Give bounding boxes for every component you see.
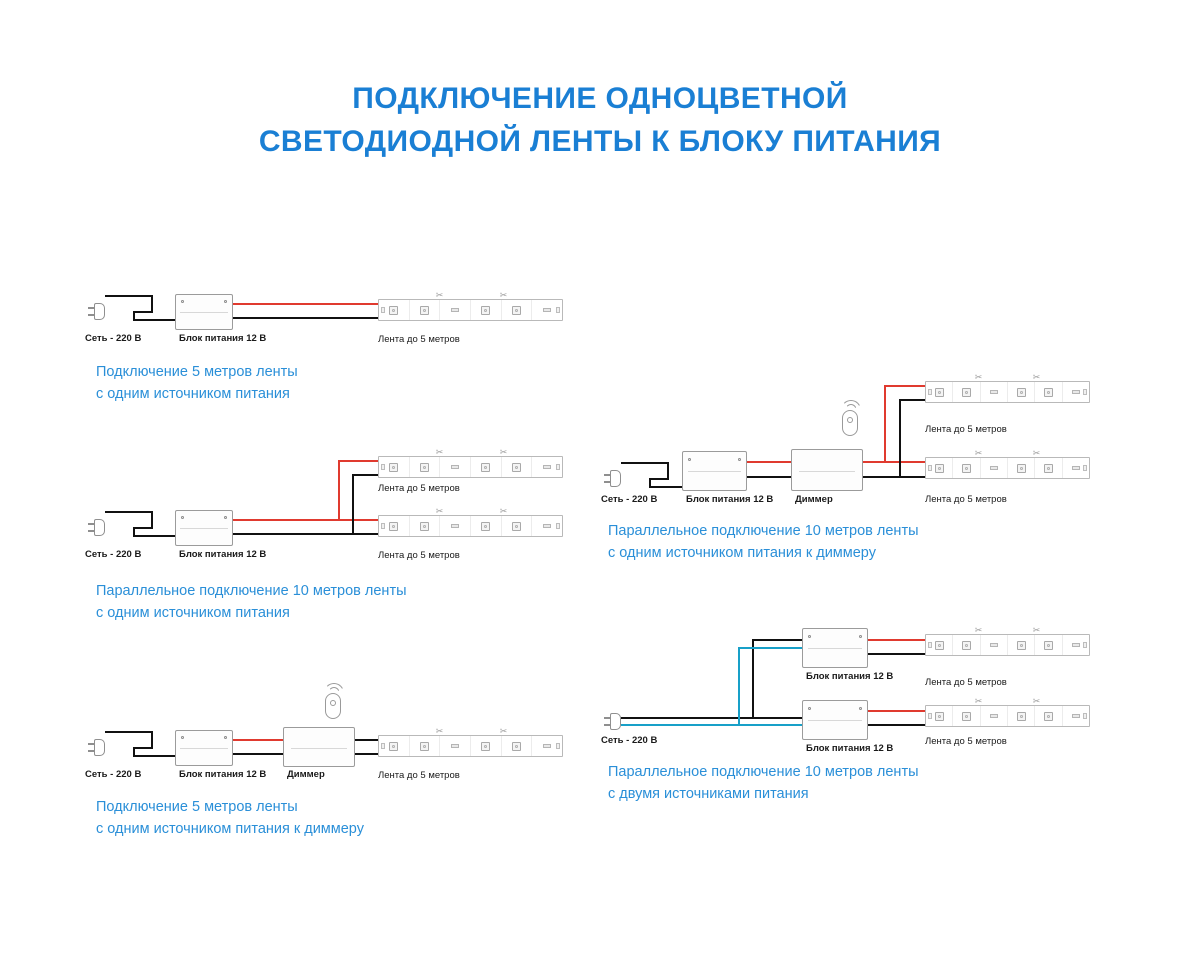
led-icon bbox=[420, 742, 429, 751]
plug-pin bbox=[604, 481, 611, 483]
power-supply-box bbox=[175, 510, 233, 546]
strip-segment bbox=[981, 635, 1008, 655]
label-dimmer: Диммер bbox=[795, 494, 833, 505]
plug-pin bbox=[604, 717, 611, 719]
cut-mark-icon: ✂ bbox=[974, 372, 983, 382]
label-strip: Лента до 5 метров bbox=[925, 736, 1007, 747]
led-strip bbox=[925, 372, 1090, 403]
strip-segment bbox=[440, 457, 471, 477]
led-icon bbox=[389, 742, 398, 751]
label-strip: Лента до 5 метров bbox=[925, 677, 1007, 688]
strip-segment bbox=[953, 635, 980, 655]
led-icon bbox=[420, 522, 429, 531]
resistor-icon bbox=[1072, 714, 1080, 718]
plug-body bbox=[610, 470, 621, 487]
wire-negative bbox=[863, 476, 925, 478]
page-title-line-2: СВЕТОДИОДНОЙ ЛЕНТЫ К БЛОКУ ПИТАНИЯ bbox=[258, 124, 942, 158]
led-strip bbox=[925, 625, 1090, 656]
screw-icon bbox=[224, 516, 227, 519]
screw-icon bbox=[224, 300, 227, 303]
mains-wire-blue bbox=[705, 724, 802, 726]
strip-segment bbox=[953, 706, 980, 726]
strip-segment bbox=[379, 300, 410, 320]
screw-icon bbox=[181, 300, 184, 303]
mains-wire-branch-blue bbox=[738, 647, 802, 649]
diagram-caption bbox=[96, 796, 364, 841]
led-icon bbox=[420, 463, 429, 472]
label-power-supply: Блок питания 12 В bbox=[179, 549, 267, 560]
mains-wire bbox=[105, 731, 153, 733]
cut-mark-icon: ✂ bbox=[1032, 448, 1041, 458]
cut-mark-icon: ✂ bbox=[974, 696, 983, 706]
strip-segment bbox=[532, 736, 562, 756]
led-icon bbox=[420, 306, 429, 315]
screw-icon bbox=[859, 707, 862, 710]
cut-mark-icon: ✂ bbox=[435, 447, 444, 457]
label-power-supply: Блок питания 12 В bbox=[806, 671, 894, 682]
strip-segment bbox=[1035, 458, 1062, 478]
caption-line-1: Подключение 5 метров ленты bbox=[96, 799, 298, 815]
cut-mark-icon: ✂ bbox=[499, 290, 508, 300]
label-power-supply: Блок питания 12 В bbox=[806, 743, 894, 754]
screw-icon bbox=[181, 516, 184, 519]
mains-wire bbox=[133, 319, 175, 321]
caption-line-1: Подключение 5 метров ленты bbox=[96, 364, 298, 380]
caption-line-1: Параллельное подключение 10 метров ленты bbox=[608, 523, 919, 539]
plug-body bbox=[94, 519, 105, 536]
led-icon bbox=[389, 463, 398, 472]
cut-mark-icon: ✂ bbox=[499, 447, 508, 457]
page-title-line-1: ПОДКЛЮЧЕНИЕ ОДНОЦВЕТНОЙ bbox=[352, 82, 848, 115]
caption-line-2: с одним источником питания bbox=[96, 386, 290, 403]
resistor-icon bbox=[543, 524, 551, 528]
mains-wire bbox=[133, 527, 153, 529]
mains-wire bbox=[133, 535, 175, 537]
strip-segment bbox=[981, 382, 1008, 402]
strip-segment bbox=[532, 300, 562, 320]
label-strip: Лента до 5 метров bbox=[378, 334, 460, 345]
plug-pin bbox=[88, 743, 95, 745]
label-power-supply: Блок питания 12 В bbox=[179, 333, 267, 344]
led-icon bbox=[935, 464, 944, 473]
mains-wire-branch bbox=[752, 639, 754, 717]
resistor-icon bbox=[451, 744, 459, 748]
led-strip bbox=[378, 290, 563, 321]
strip-segment bbox=[502, 736, 533, 756]
caption-line-2: с одним источником питания к диммеру bbox=[96, 821, 364, 838]
remote-control-icon bbox=[835, 400, 865, 442]
mains-wire bbox=[105, 511, 153, 513]
wire-positive bbox=[868, 710, 925, 712]
cut-mark-icon: ✂ bbox=[1032, 372, 1041, 382]
resistor-icon bbox=[990, 643, 998, 647]
label-mains: Сеть - 220 В bbox=[601, 494, 658, 505]
plug-body bbox=[610, 713, 621, 730]
led-icon bbox=[481, 742, 490, 751]
label-strip: Лента до 5 метров bbox=[925, 494, 1007, 505]
remote-body bbox=[325, 693, 341, 719]
strip-segment bbox=[1035, 382, 1062, 402]
mains-wire bbox=[621, 462, 669, 464]
resistor-icon bbox=[990, 390, 998, 394]
mains-wire-blue bbox=[621, 724, 705, 726]
led-icon bbox=[1044, 464, 1053, 473]
plug-body bbox=[94, 303, 105, 320]
caption-line-2: с двумя источниками питания bbox=[608, 786, 809, 803]
cut-mark-icon: ✂ bbox=[974, 448, 983, 458]
strip-segment bbox=[1063, 706, 1089, 726]
mains-wire-branch-blue bbox=[738, 647, 740, 725]
strip-segments bbox=[379, 457, 562, 477]
strip-segment bbox=[1008, 635, 1035, 655]
label-mains: Сеть - 220 В bbox=[85, 333, 142, 344]
strip-segment bbox=[440, 736, 471, 756]
strip-segment bbox=[1063, 635, 1089, 655]
resistor-icon bbox=[1072, 643, 1080, 647]
strip-segment bbox=[471, 457, 502, 477]
screw-icon bbox=[181, 736, 184, 739]
strip-segment bbox=[410, 516, 441, 536]
remote-body bbox=[842, 410, 858, 436]
label-strip: Лента до 5 метров bbox=[378, 770, 460, 781]
led-icon bbox=[481, 306, 490, 315]
strip-segment bbox=[471, 736, 502, 756]
led-icon bbox=[962, 712, 971, 721]
strip-segment bbox=[410, 300, 441, 320]
plug-pin bbox=[88, 530, 95, 532]
wire-positive-branch bbox=[338, 460, 340, 519]
wire-negative bbox=[355, 739, 378, 741]
strip-segment bbox=[1063, 458, 1089, 478]
wire-negative bbox=[233, 317, 378, 319]
led-icon bbox=[1017, 388, 1026, 397]
led-icon bbox=[935, 388, 944, 397]
resistor-icon bbox=[990, 714, 998, 718]
plug-pin bbox=[88, 307, 95, 309]
led-icon bbox=[1017, 464, 1026, 473]
mains-wire bbox=[621, 717, 705, 719]
resistor-icon bbox=[543, 744, 551, 748]
cut-mark-icon: ✂ bbox=[435, 290, 444, 300]
wire-negative bbox=[868, 653, 925, 655]
label-strip: Лента до 5 метров bbox=[925, 424, 1007, 435]
page-title bbox=[0, 78, 1200, 163]
wire-negative bbox=[747, 476, 791, 478]
resistor-icon bbox=[543, 308, 551, 312]
led-icon bbox=[962, 388, 971, 397]
mains-wire-branch bbox=[752, 639, 802, 641]
wire-positive-branch bbox=[338, 460, 378, 462]
strip-segment bbox=[1035, 706, 1062, 726]
strip-segments bbox=[379, 736, 562, 756]
strip-segment bbox=[532, 516, 562, 536]
strip-segments bbox=[926, 382, 1089, 402]
led-strip bbox=[378, 447, 563, 478]
dimmer-box bbox=[283, 727, 355, 767]
strip-segment bbox=[1008, 458, 1035, 478]
remote-control-icon bbox=[318, 683, 348, 723]
mains-wire bbox=[105, 295, 153, 297]
strip-segment bbox=[532, 457, 562, 477]
mains-wire bbox=[649, 478, 669, 480]
mains-wire bbox=[705, 717, 802, 719]
strip-segments bbox=[379, 300, 562, 320]
power-supply-box bbox=[682, 451, 747, 491]
resistor-icon bbox=[1072, 466, 1080, 470]
resistor-icon bbox=[543, 465, 551, 469]
label-mains: Сеть - 220 В bbox=[85, 549, 142, 560]
cut-mark-icon: ✂ bbox=[1032, 625, 1041, 635]
wire-negative bbox=[233, 533, 378, 535]
strip-segment bbox=[926, 382, 953, 402]
label-mains: Сеть - 220 В bbox=[601, 735, 658, 746]
power-supply-box bbox=[175, 294, 233, 330]
wire-positive bbox=[863, 461, 925, 463]
led-icon bbox=[935, 712, 944, 721]
led-icon bbox=[481, 522, 490, 531]
led-icon bbox=[512, 306, 521, 315]
led-strip bbox=[378, 726, 563, 757]
resistor-icon bbox=[1072, 390, 1080, 394]
resistor-icon bbox=[451, 465, 459, 469]
wire-positive-branch bbox=[884, 385, 925, 387]
strip-segment bbox=[926, 635, 953, 655]
led-icon bbox=[389, 522, 398, 531]
caption-line-1: Параллельное подключение 10 метров ленты bbox=[96, 583, 407, 599]
cut-mark-icon: ✂ bbox=[499, 726, 508, 736]
led-icon bbox=[1044, 388, 1053, 397]
plug-pin bbox=[604, 724, 611, 726]
plug-pin bbox=[88, 314, 95, 316]
label-strip: Лента до 5 метров bbox=[378, 483, 460, 494]
strip-segments bbox=[926, 458, 1089, 478]
wire-positive bbox=[233, 303, 378, 305]
led-strip bbox=[925, 448, 1090, 479]
strip-segments bbox=[379, 516, 562, 536]
dimmer-box bbox=[791, 449, 863, 491]
cut-mark-icon: ✂ bbox=[499, 506, 508, 516]
resistor-icon bbox=[451, 524, 459, 528]
wire-negative bbox=[233, 753, 283, 755]
led-icon bbox=[512, 742, 521, 751]
strip-segment bbox=[379, 457, 410, 477]
led-icon bbox=[389, 306, 398, 315]
power-supply-box bbox=[802, 700, 868, 740]
strip-segment bbox=[502, 457, 533, 477]
diagram-caption bbox=[608, 520, 919, 565]
strip-segment bbox=[1008, 382, 1035, 402]
strip-segment bbox=[471, 300, 502, 320]
strip-segment bbox=[440, 300, 471, 320]
led-icon bbox=[512, 522, 521, 531]
cut-mark-icon: ✂ bbox=[435, 726, 444, 736]
label-mains: Сеть - 220 В bbox=[85, 769, 142, 780]
plug-pin bbox=[88, 523, 95, 525]
wire-negative bbox=[868, 724, 925, 726]
strip-segment bbox=[379, 516, 410, 536]
plug-pin bbox=[88, 750, 95, 752]
plug-body bbox=[94, 739, 105, 756]
resistor-icon bbox=[990, 466, 998, 470]
strip-segment bbox=[1035, 635, 1062, 655]
mains-wire bbox=[133, 311, 153, 313]
caption-line-2: с одним источником питания bbox=[96, 605, 290, 622]
cut-mark-icon: ✂ bbox=[435, 506, 444, 516]
resistor-icon bbox=[451, 308, 459, 312]
wire-positive bbox=[868, 639, 925, 641]
strip-segment bbox=[410, 457, 441, 477]
strip-segment bbox=[926, 706, 953, 726]
mains-wire bbox=[133, 747, 153, 749]
strip-segment bbox=[926, 458, 953, 478]
wire-negative-branch bbox=[899, 399, 901, 476]
led-icon bbox=[1044, 641, 1053, 650]
strip-segments bbox=[926, 706, 1089, 726]
led-strip bbox=[378, 506, 563, 537]
strip-segment bbox=[379, 736, 410, 756]
strip-segment bbox=[953, 458, 980, 478]
cut-mark-icon: ✂ bbox=[1032, 696, 1041, 706]
strip-segment bbox=[1008, 706, 1035, 726]
mains-wire bbox=[133, 755, 175, 757]
led-icon bbox=[481, 463, 490, 472]
wire-negative-branch bbox=[352, 474, 378, 476]
wire-negative-branch bbox=[899, 399, 925, 401]
led-icon bbox=[962, 464, 971, 473]
wire-positive bbox=[233, 739, 283, 741]
cut-mark-icon: ✂ bbox=[974, 625, 983, 635]
wire-positive bbox=[233, 519, 378, 521]
strip-segment bbox=[410, 736, 441, 756]
label-strip: Лента до 5 метров bbox=[378, 550, 460, 561]
led-icon bbox=[512, 463, 521, 472]
label-dimmer: Диммер bbox=[287, 769, 325, 780]
strip-segment bbox=[502, 300, 533, 320]
screw-icon bbox=[224, 736, 227, 739]
strip-segment bbox=[471, 516, 502, 536]
screw-icon bbox=[738, 458, 741, 461]
power-supply-box bbox=[802, 628, 868, 668]
wire-negative-branch bbox=[352, 474, 354, 533]
screw-icon bbox=[808, 707, 811, 710]
led-icon bbox=[962, 641, 971, 650]
strip-segment bbox=[953, 382, 980, 402]
wire-negative bbox=[355, 753, 378, 755]
diagram-caption bbox=[96, 580, 407, 625]
plug-pin bbox=[604, 474, 611, 476]
label-power-supply: Блок питания 12 В bbox=[686, 494, 774, 505]
led-icon bbox=[1017, 712, 1026, 721]
led-icon bbox=[1044, 712, 1053, 721]
strip-segment bbox=[502, 516, 533, 536]
screw-icon bbox=[859, 635, 862, 638]
wire-positive-branch bbox=[884, 385, 886, 461]
strip-segment bbox=[440, 516, 471, 536]
led-strip bbox=[925, 696, 1090, 727]
diagram-caption bbox=[96, 361, 298, 406]
strip-segment bbox=[981, 706, 1008, 726]
led-icon bbox=[935, 641, 944, 650]
strip-segment bbox=[981, 458, 1008, 478]
strip-segments bbox=[926, 635, 1089, 655]
screw-icon bbox=[808, 635, 811, 638]
caption-line-1: Параллельное подключение 10 метров ленты bbox=[608, 764, 919, 780]
label-power-supply: Блок питания 12 В bbox=[179, 769, 267, 780]
diagram-caption bbox=[608, 761, 919, 806]
strip-segment bbox=[1063, 382, 1089, 402]
power-supply-box bbox=[175, 730, 233, 766]
caption-line-2: с одним источником питания к диммеру bbox=[608, 545, 876, 562]
wire-positive bbox=[747, 461, 791, 463]
screw-icon bbox=[688, 458, 691, 461]
led-icon bbox=[1017, 641, 1026, 650]
